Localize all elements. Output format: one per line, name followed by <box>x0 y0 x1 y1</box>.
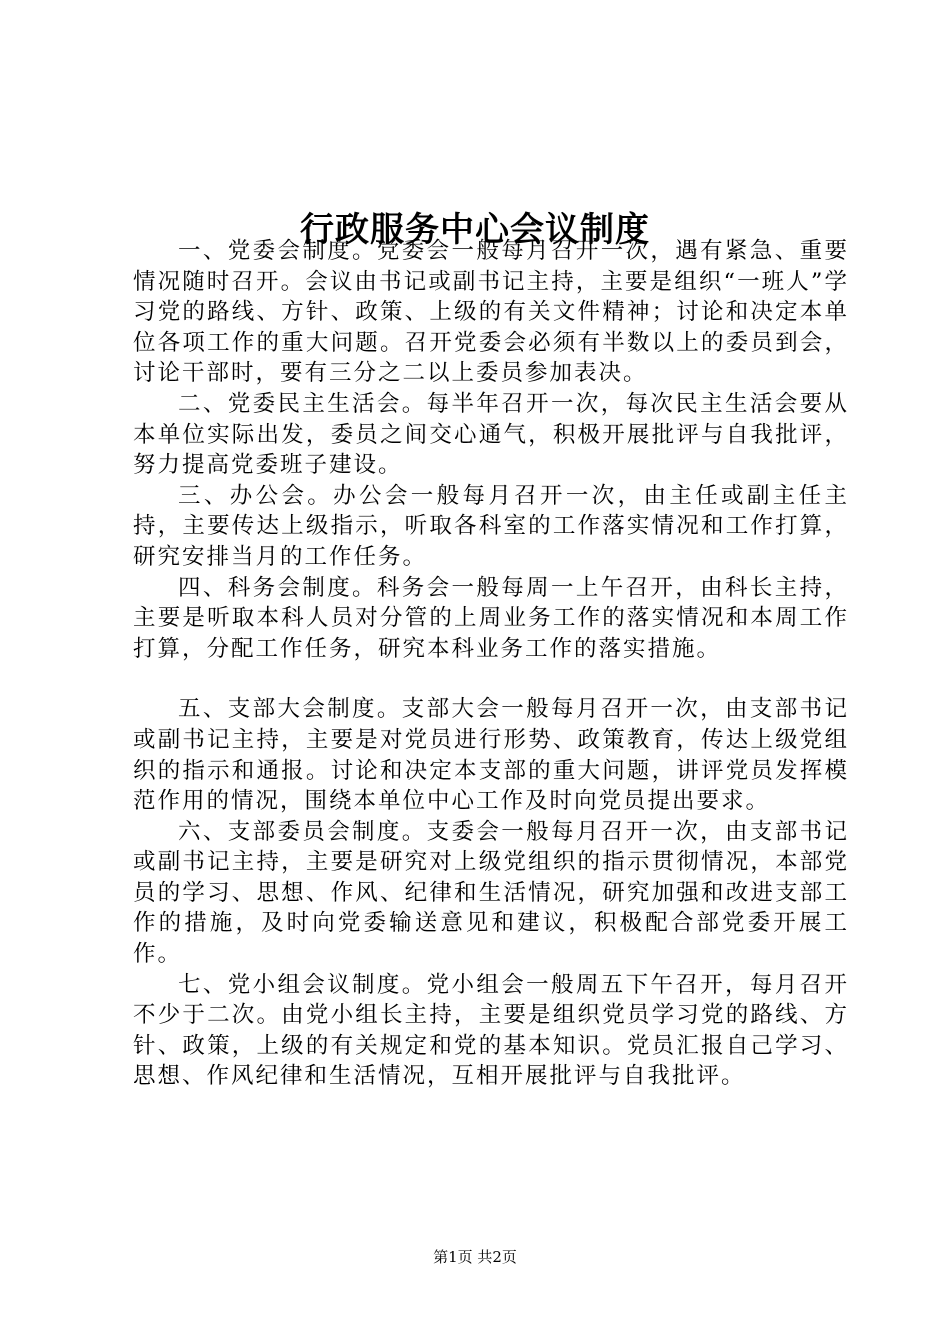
paragraph-party-committee: 一、党委会制度。党委会一般每月召开一次，遇有紧急、重要情况随时召开。会议由书记或副书记主持，主要是组织“一班人”学习党的路线、方针、政策、上级的有关文件精神；讨论和决定本单位各项工作的重大问题。召开党委会必须有半数以上的委员到会，讨论干部时，要有三分之二以上委员参加表决。 <box>133 238 849 387</box>
document-title: 行政服务中心会议制度 <box>300 209 650 250</box>
paragraph-branch-general-meeting: 五、支部大会制度。支部大会一般每月召开一次，由支部书记或副书记主持，主要是对党员进行形势、政策教育，传达上级党组织的指示和通报。讨论和决定本支部的重大问题，讲评党员发挥模范作用的情况，围绕本单位中心工作及时向党员提出要求。 <box>133 696 849 815</box>
paragraph-office-meeting: 三、办公会。办公会一般每月召开一次，由主任或副主任主持，主要传达上级指示，听取各科室的工作落实情况和工作打算，研究安排当月的工作任务。 <box>133 482 849 570</box>
document-body <box>133 236 849 1092</box>
paragraph-section-meeting: 四、科务会制度。科务会一般每周一上午召开，由科长主持，主要是听取本科人员对分管的上周业务工作的落实情况和本周工作打算，分配工作任务，研究本科业务工作的落实措施。 <box>133 574 849 662</box>
page-footer: 第1页 共2页 <box>433 1248 517 1266</box>
paragraph-democratic-life-meeting: 二、党委民主生活会。每半年召开一次，每次民主生活会要从本单位实际出发，委员之间交心通气，积极开展批评与自我批评，努力提高党委班子建设。 <box>133 390 849 479</box>
paragraph-branch-committee: 六、支部委员会制度。支委会一般每月召开一次，由支部书记或副书记主持，主要是研究对上级党组织的指示贯彻情况，本部党员的学习、思想、作风、纪律和生活情况，研究加强和改进支部工作的措施，及时向党委输送意见和建议，积极配合部党委开展工作。 <box>133 818 849 968</box>
paragraph-party-group-meeting: 七、党小组会议制度。党小组会一般周五下午召开，每月召开不少于二次。由党小组长主持，主要是组织党员学习党的路线、方针、政策，上级的有关规定和党的基本知识。党员汇报自己学习、思想、作风纪律和生活情况，互相开展批评与自我批评。 <box>133 971 849 1090</box>
